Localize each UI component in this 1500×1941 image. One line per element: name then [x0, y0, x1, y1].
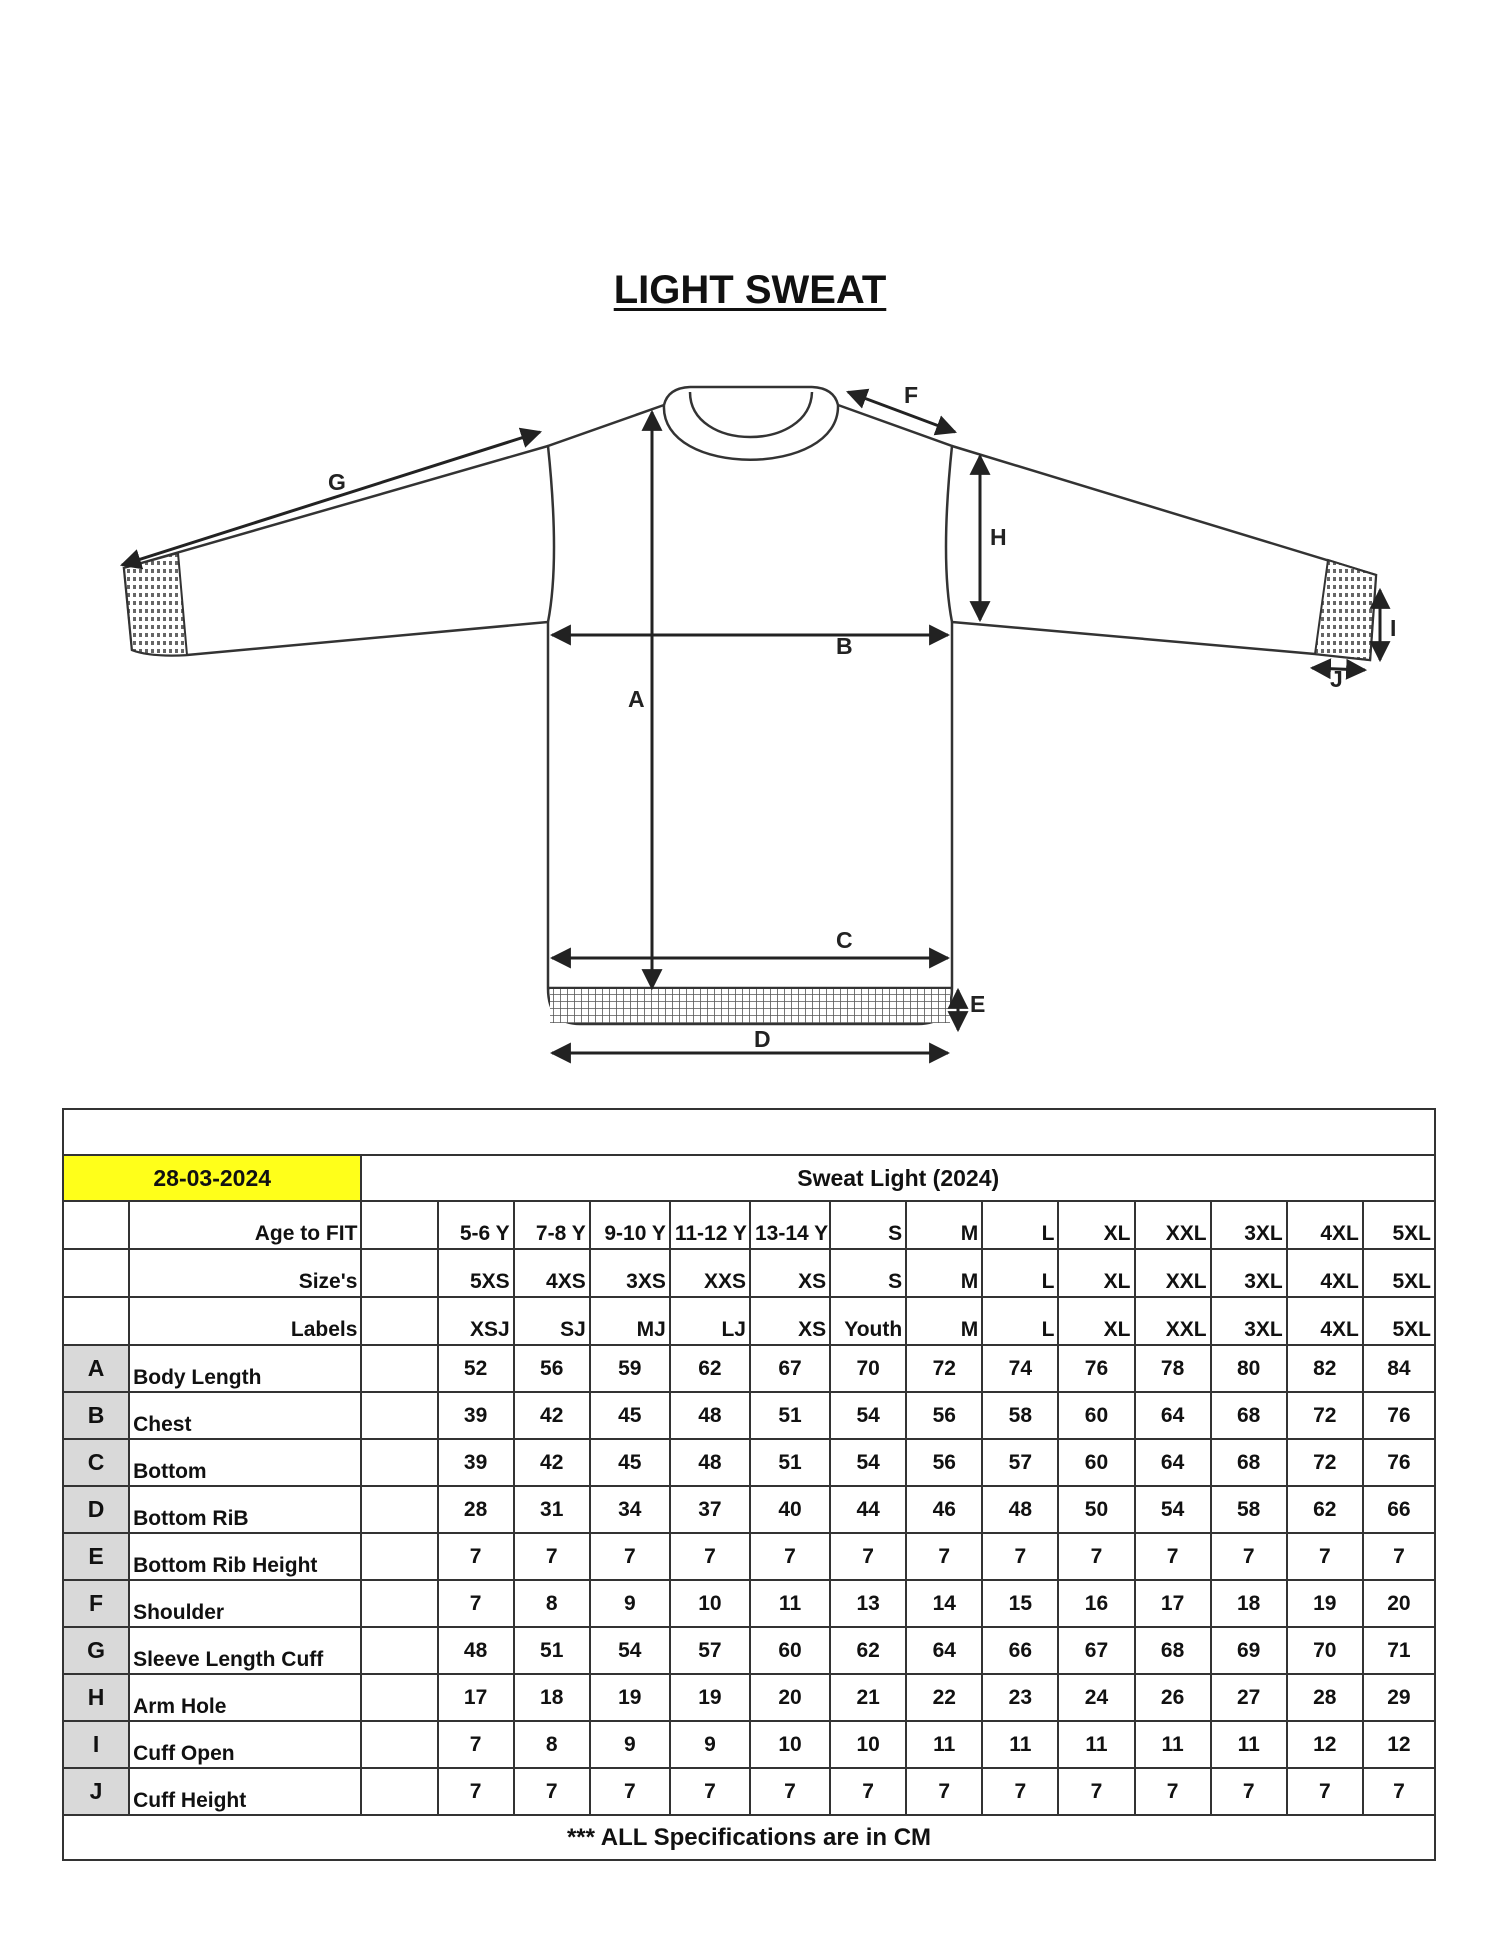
measurement-value: 19 [590, 1674, 670, 1721]
left-cuff-swatch [124, 553, 187, 655]
date-cell: 28-03-2024 [63, 1155, 361, 1201]
measurement-value: 78 [1135, 1345, 1211, 1392]
blank-top-cell [63, 1109, 1435, 1155]
measurement-value: 54 [830, 1439, 906, 1486]
measurement-value: 7 [438, 1768, 514, 1815]
measurement-value: 11 [906, 1721, 982, 1768]
measurement-value: 8 [514, 1580, 590, 1627]
measurement-value: 69 [1211, 1627, 1287, 1674]
measurement-value: 7 [1363, 1533, 1435, 1580]
header-value: 13-14 Y [750, 1201, 830, 1249]
spacer-cell [361, 1392, 437, 1439]
spacer-cell [361, 1674, 437, 1721]
measurement-row [63, 1674, 1435, 1721]
measurement-value: 7 [982, 1533, 1058, 1580]
measurement-value: 7 [1363, 1768, 1435, 1815]
measurement-row [63, 1627, 1435, 1674]
header-value: XL [1058, 1249, 1134, 1297]
right-cuff-swatch [1315, 560, 1376, 660]
measurement-value: 20 [1363, 1580, 1435, 1627]
header-value: 5XL [1363, 1297, 1435, 1345]
header-value: S [830, 1201, 906, 1249]
measurement-value: 7 [1135, 1768, 1211, 1815]
header-value: SJ [514, 1297, 590, 1345]
header-value: XL [1058, 1297, 1134, 1345]
dimension-arrows [122, 392, 1380, 1053]
measurement-value: 7 [982, 1768, 1058, 1815]
measurement-value: 16 [1058, 1580, 1134, 1627]
measurement-value: 56 [906, 1392, 982, 1439]
measurement-value: 31 [514, 1486, 590, 1533]
measurement-value: 64 [1135, 1439, 1211, 1486]
measurement-code: C [63, 1439, 129, 1486]
measurement-value: 48 [438, 1627, 514, 1674]
measurement-name: Bottom RiB [129, 1486, 361, 1533]
measurement-value: 58 [982, 1392, 1058, 1439]
code-cell-empty [63, 1201, 129, 1249]
sweatshirt-outline [124, 387, 1376, 1024]
header-value: 9-10 Y [590, 1201, 670, 1249]
spacer-cell [361, 1580, 437, 1627]
measurement-value: 39 [438, 1439, 514, 1486]
header-value: XXS [670, 1249, 750, 1297]
measurement-value: 10 [830, 1721, 906, 1768]
title-text: LIGHT SWEAT [613, 268, 887, 312]
title-row [63, 1155, 1435, 1201]
measurement-value: 48 [670, 1439, 750, 1486]
measurement-value: 11 [1211, 1721, 1287, 1768]
label-A: A [628, 686, 645, 712]
measurement-name: Shoulder [129, 1580, 361, 1627]
measurement-value: 21 [830, 1674, 906, 1721]
measurement-value: 10 [670, 1580, 750, 1627]
code-cell-empty [63, 1249, 129, 1297]
measurement-value: 7 [1211, 1533, 1287, 1580]
measurement-value: 9 [590, 1580, 670, 1627]
measurement-value: 68 [1211, 1392, 1287, 1439]
header-value: XS [750, 1297, 830, 1345]
header-value: MJ [590, 1297, 670, 1345]
measurement-value: 11 [1135, 1721, 1211, 1768]
measurement-value: 84 [1363, 1345, 1435, 1392]
measurement-value: 72 [1287, 1439, 1363, 1486]
measurement-value: 19 [670, 1674, 750, 1721]
code-cell-empty [63, 1297, 129, 1345]
header-value: 11-12 Y [670, 1201, 750, 1249]
measurement-value: 7 [590, 1768, 670, 1815]
measurement-value: 11 [982, 1721, 1058, 1768]
measurement-name: Arm Hole [129, 1674, 361, 1721]
header-row [63, 1297, 1435, 1345]
measurement-value: 15 [982, 1580, 1058, 1627]
measurement-value: 64 [906, 1627, 982, 1674]
label-C: C [836, 927, 853, 953]
measurement-code: J [63, 1768, 129, 1815]
measurement-value: 7 [438, 1533, 514, 1580]
header-value: 7-8 Y [514, 1201, 590, 1249]
measurement-value: 52 [438, 1345, 514, 1392]
spacer-cell [361, 1486, 437, 1533]
measurement-value: 23 [982, 1674, 1058, 1721]
spacer-cell [361, 1721, 437, 1768]
measurement-name: Sleeve Length Cuff [129, 1627, 361, 1674]
measurement-value: 29 [1363, 1674, 1435, 1721]
measurement-value: 76 [1363, 1392, 1435, 1439]
measurement-value: 7 [1287, 1768, 1363, 1815]
header-value: XSJ [438, 1297, 514, 1345]
measurement-value: 80 [1211, 1345, 1287, 1392]
measurement-value: 66 [982, 1627, 1058, 1674]
spacer-cell [361, 1201, 437, 1249]
label-B: B [836, 633, 853, 659]
measurement-value: 8 [514, 1721, 590, 1768]
measurement-row [63, 1721, 1435, 1768]
measurement-value: 60 [1058, 1392, 1134, 1439]
header-value: XXL [1135, 1297, 1211, 1345]
measurement-row [63, 1486, 1435, 1533]
measurement-value: 7 [438, 1580, 514, 1627]
measurement-value: 11 [750, 1580, 830, 1627]
measurement-row [63, 1392, 1435, 1439]
measurement-value: 62 [670, 1345, 750, 1392]
measurement-value: 7 [438, 1721, 514, 1768]
measurement-value: 7 [750, 1768, 830, 1815]
measurement-value: 7 [750, 1533, 830, 1580]
measurement-value: 51 [514, 1627, 590, 1674]
measurement-value: 42 [514, 1439, 590, 1486]
header-value: 3XL [1211, 1297, 1287, 1345]
header-row [63, 1249, 1435, 1297]
measurement-value: 7 [670, 1533, 750, 1580]
header-row [63, 1201, 1435, 1249]
header-row-name: Size's [129, 1249, 361, 1297]
spacer-cell [361, 1533, 437, 1580]
measurement-value: 7 [1287, 1533, 1363, 1580]
header-value: 4XL [1287, 1297, 1363, 1345]
measurement-value: 68 [1211, 1439, 1287, 1486]
header-value: 4XS [514, 1249, 590, 1297]
measurement-value: 66 [1363, 1486, 1435, 1533]
measurement-value: 76 [1058, 1345, 1134, 1392]
measurement-value: 7 [670, 1768, 750, 1815]
measurement-value: 51 [750, 1392, 830, 1439]
measurement-code: A [63, 1345, 129, 1392]
measurement-value: 44 [830, 1486, 906, 1533]
measurement-value: 9 [590, 1721, 670, 1768]
measurement-value: 28 [1287, 1674, 1363, 1721]
measurement-value: 54 [590, 1627, 670, 1674]
measurement-value: 48 [982, 1486, 1058, 1533]
measurement-code: G [63, 1627, 129, 1674]
blank-top-row [63, 1109, 1435, 1155]
header-value: 5XL [1363, 1201, 1435, 1249]
measurement-value: 57 [670, 1627, 750, 1674]
label-I: I [1390, 615, 1397, 641]
measurement-value: 18 [514, 1674, 590, 1721]
measurement-value: 82 [1287, 1345, 1363, 1392]
header-value: L [982, 1201, 1058, 1249]
header-value: 4XL [1287, 1249, 1363, 1297]
measurement-name: Bottom [129, 1439, 361, 1486]
measurement-value: 67 [750, 1345, 830, 1392]
measurement-value: 51 [750, 1439, 830, 1486]
measurement-value: 72 [1287, 1392, 1363, 1439]
header-value: 3XL [1211, 1249, 1287, 1297]
bottom-rib-swatch [550, 989, 950, 1023]
measurement-value: 57 [982, 1439, 1058, 1486]
measurement-value: 45 [590, 1392, 670, 1439]
header-value: M [906, 1297, 982, 1345]
measurement-value: 50 [1058, 1486, 1134, 1533]
measurement-value: 42 [514, 1392, 590, 1439]
measurement-code: E [63, 1533, 129, 1580]
measurement-row [63, 1768, 1435, 1815]
measurement-value: 56 [906, 1439, 982, 1486]
measurement-value: 56 [514, 1345, 590, 1392]
measurement-value: 7 [830, 1533, 906, 1580]
measurement-value: 17 [1135, 1580, 1211, 1627]
header-row-name: Labels [129, 1297, 361, 1345]
measurement-value: 48 [670, 1392, 750, 1439]
measurement-value: 18 [1211, 1580, 1287, 1627]
header-value: 3XS [590, 1249, 670, 1297]
measurement-value: 24 [1058, 1674, 1134, 1721]
measurement-value: 37 [670, 1486, 750, 1533]
footnote-row [63, 1815, 1435, 1860]
measurement-row [63, 1439, 1435, 1486]
header-row-name: Age to FIT [129, 1201, 361, 1249]
label-H: H [990, 524, 1007, 550]
measurement-row [63, 1345, 1435, 1392]
header-value: 5-6 Y [438, 1201, 514, 1249]
header-value: XXL [1135, 1201, 1211, 1249]
measurement-value: 45 [590, 1439, 670, 1486]
spacer-cell [361, 1345, 437, 1392]
measurement-value: 7 [1058, 1533, 1134, 1580]
measurement-name: Chest [129, 1392, 361, 1439]
measurement-value: 13 [830, 1580, 906, 1627]
measurement-value: 10 [750, 1721, 830, 1768]
header-value: XXL [1135, 1249, 1211, 1297]
measurement-value: 7 [514, 1533, 590, 1580]
measurement-value: 7 [830, 1768, 906, 1815]
measurement-value: 59 [590, 1345, 670, 1392]
measurement-code: H [63, 1674, 129, 1721]
header-value: 4XL [1287, 1201, 1363, 1249]
measurement-value: 60 [750, 1627, 830, 1674]
measurement-code: I [63, 1721, 129, 1768]
measurement-value: 58 [1211, 1486, 1287, 1533]
measurement-value: 26 [1135, 1674, 1211, 1721]
measurement-value: 11 [1058, 1721, 1134, 1768]
spacer-cell [361, 1249, 437, 1297]
measurement-value: 76 [1363, 1439, 1435, 1486]
measurement-value: 74 [982, 1345, 1058, 1392]
header-value: 5XS [438, 1249, 514, 1297]
measurement-code: B [63, 1392, 129, 1439]
measurement-row [63, 1580, 1435, 1627]
header-value: LJ [670, 1297, 750, 1345]
measurement-value: 12 [1363, 1721, 1435, 1768]
measurement-row [63, 1533, 1435, 1580]
spacer-cell [361, 1627, 437, 1674]
measurement-value: 54 [830, 1392, 906, 1439]
header-value: M [906, 1249, 982, 1297]
label-F: F [904, 382, 919, 408]
measurement-value: 40 [750, 1486, 830, 1533]
measurement-value: 7 [1211, 1768, 1287, 1815]
measurement-name: Cuff Height [129, 1768, 361, 1815]
measurement-value: 54 [1135, 1486, 1211, 1533]
measurement-value: 34 [590, 1486, 670, 1533]
measurement-value: 27 [1211, 1674, 1287, 1721]
measurement-value: 17 [438, 1674, 514, 1721]
measurement-value: 60 [1058, 1439, 1134, 1486]
measurement-value: 7 [1058, 1768, 1134, 1815]
spacer-cell [361, 1768, 437, 1815]
spacer-cell [361, 1439, 437, 1486]
spec-table-body [63, 1109, 1435, 1815]
label-G: G [328, 469, 346, 495]
measurement-name: Bottom Rib Height [129, 1533, 361, 1580]
measurement-value: 12 [1287, 1721, 1363, 1768]
label-E: E [970, 991, 986, 1017]
measurement-value: 9 [670, 1721, 750, 1768]
label-J: J [1330, 666, 1343, 692]
measurement-value: 70 [1287, 1627, 1363, 1674]
measurement-value: 7 [1135, 1533, 1211, 1580]
measurement-value: 67 [1058, 1627, 1134, 1674]
measurement-value: 28 [438, 1486, 514, 1533]
measurement-value: 7 [906, 1533, 982, 1580]
header-value: L [982, 1249, 1058, 1297]
measurement-value: 19 [1287, 1580, 1363, 1627]
size-spec-table [62, 1108, 1436, 1861]
header-value: Youth [830, 1297, 906, 1345]
measurement-value: 20 [750, 1674, 830, 1721]
footnote: *** ALL Specifications are in CM [63, 1815, 1435, 1860]
header-value: XS [750, 1249, 830, 1297]
measurement-value: 71 [1363, 1627, 1435, 1674]
measurement-name: Body Length [129, 1345, 361, 1392]
measurement-value: 22 [906, 1674, 982, 1721]
measurement-value: 7 [906, 1768, 982, 1815]
measurement-value: 72 [906, 1345, 982, 1392]
label-D: D [754, 1026, 771, 1052]
measurement-code: F [63, 1580, 129, 1627]
measurement-code: D [63, 1486, 129, 1533]
measurement-value: 70 [830, 1345, 906, 1392]
measurement-value: 46 [906, 1486, 982, 1533]
measurement-name: Cuff Open [129, 1721, 361, 1768]
header-value: 5XL [1363, 1249, 1435, 1297]
header-value: 3XL [1211, 1201, 1287, 1249]
measurement-value: 62 [1287, 1486, 1363, 1533]
measurement-value: 64 [1135, 1392, 1211, 1439]
table-heading: Sweat Light (2024) [361, 1155, 1435, 1201]
spacer-cell [361, 1297, 437, 1345]
measurement-value: 39 [438, 1392, 514, 1439]
measurement-value: 68 [1135, 1627, 1211, 1674]
header-value: S [830, 1249, 906, 1297]
header-value: M [906, 1201, 982, 1249]
measurement-value: 7 [514, 1768, 590, 1815]
measurement-value: 62 [830, 1627, 906, 1674]
measurement-value: 7 [590, 1533, 670, 1580]
measurement-value: 14 [906, 1580, 982, 1627]
header-value: L [982, 1297, 1058, 1345]
header-value: XL [1058, 1201, 1134, 1249]
